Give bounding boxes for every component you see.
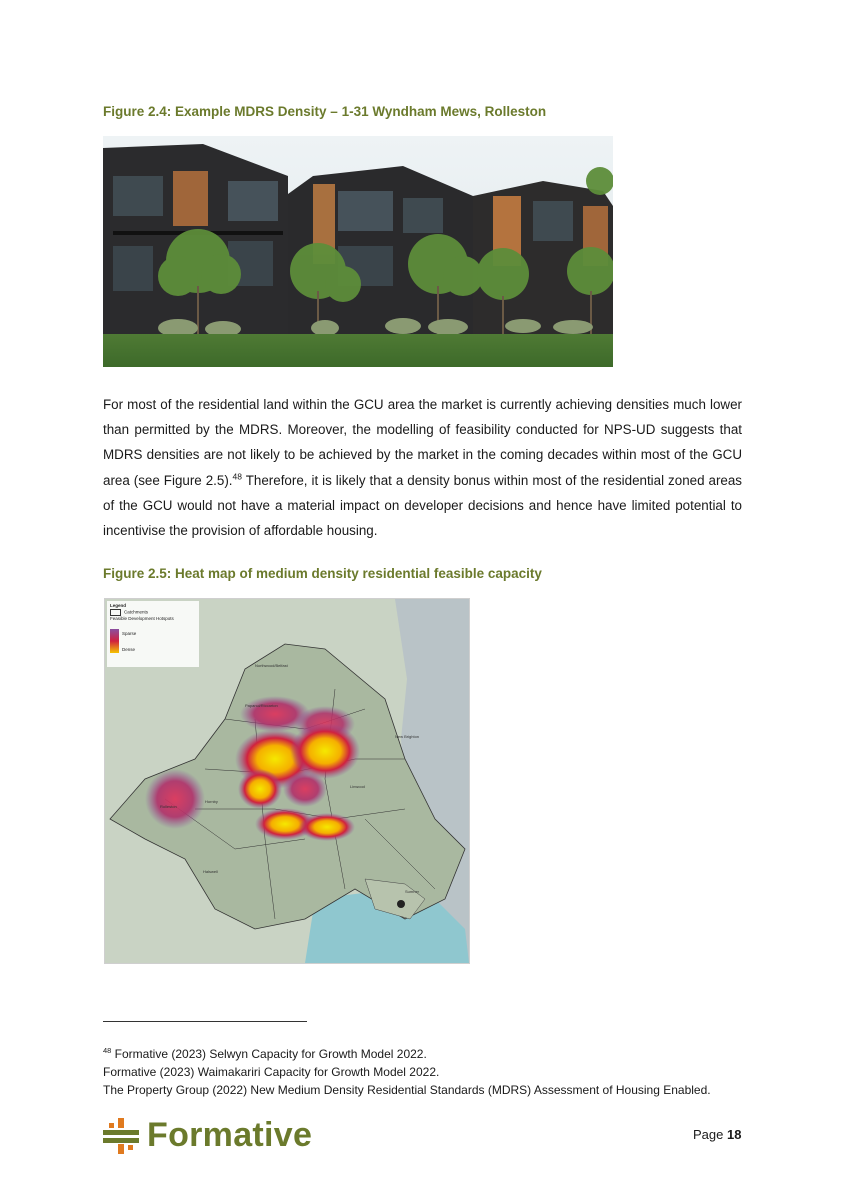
catchment-swatch: [110, 609, 121, 616]
legend-sparse: Sparse: [122, 631, 137, 636]
townhouse-photo: [103, 136, 613, 367]
footnote-line-3: The Property Group (2022) New Medium Density Residential Standards (MDRS) Assessment of Housing Enabled.: [103, 1083, 711, 1097]
paragraph-text-2: Therefore, it is likely that a density bonus within most of the residential zoned areas of the GCU would not have a material impact on developer decisions and hence have limited potential to incentivise the provision of affordable housing.: [103, 472, 743, 539]
paragraph-text-1: For most of the residential land within the GCU area the market is currently achieving densities much lower than permitted by the MDRS. Moreover, the modelling of feasibility conducted for NPS-UD suggests that MDRS densities are not likely to be achieved by the market in the coming decades within most of the GCU area (see Figure 2.5).: [103, 397, 742, 488]
map-label: Rolleston: [160, 804, 177, 809]
footnote-separator: [103, 1021, 307, 1022]
page-number: [693, 1127, 741, 1142]
legend-color-ramp: [110, 629, 119, 653]
footnote-reference[interactable]: 48: [232, 471, 242, 482]
figure-2-5-caption: Figure 2.5: Heat map of medium density residential feasible capacity: [103, 566, 542, 581]
legend-catchments-row: [110, 609, 196, 616]
map-label: New Brighton: [395, 734, 420, 739]
footnote-line-2: Formative (2023) Waimakariri Capacity for Growth Model 2022.: [103, 1065, 440, 1079]
map-label: Hornby: [205, 799, 218, 804]
legend-hotspots: Feasible Development Hotspots: [110, 616, 174, 621]
formative-logo-icon: [103, 1118, 139, 1154]
footnotes: [103, 1042, 711, 1099]
map-label: Northwood/Belfast: [255, 663, 288, 668]
figure-2-4-caption: Figure 2.4: Example MDRS Density – 1-31 Wyndham Mews, Rolleston: [103, 104, 547, 119]
page-label: Page: [693, 1127, 724, 1142]
map-label: Sumner: [405, 889, 420, 894]
map-label: Linwood: [350, 784, 365, 789]
logo-text: Formative: [147, 1116, 313, 1154]
footnote-48: [103, 1042, 711, 1063]
map-legend: [107, 601, 199, 667]
legend-catchments: Catchments: [124, 609, 149, 615]
footnote-line-1: Formative (2023) Selwyn Capacity for Growth Model 2022.: [111, 1047, 427, 1061]
legend-dense: Dense: [122, 647, 136, 652]
page-number-value: 18: [727, 1127, 742, 1142]
heat-map: [104, 598, 470, 964]
map-label: Halswell: [203, 869, 218, 874]
footnote-number: 48: [103, 1046, 112, 1055]
legend-title: Legend: [110, 603, 127, 608]
formative-logo: [103, 1116, 312, 1155]
body-paragraph: [103, 392, 742, 543]
map-label: Papanui/Riccarton: [245, 703, 278, 708]
